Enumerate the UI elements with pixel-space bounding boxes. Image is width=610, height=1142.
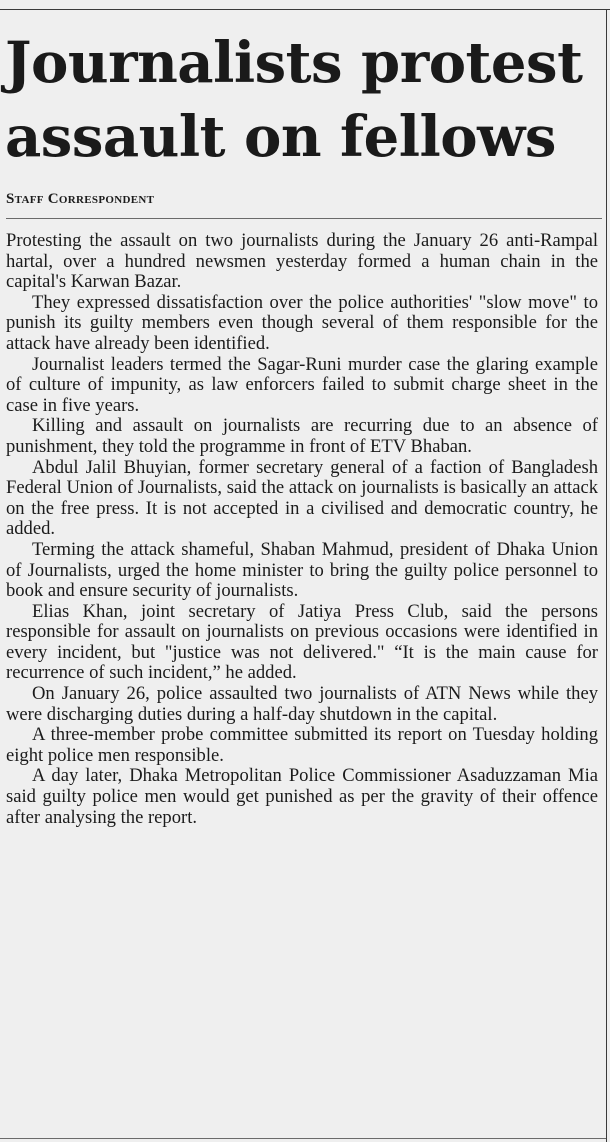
byline: Staff Correspondent: [6, 191, 155, 207]
paragraph-7: Elias Khan, joint secretary of Jatiya Press Club, said the persons responsible for assault on journalists on previous occasions were identified in every incident, but "justice was not delivered." “It is the main cause for recurrence of such incident,” he added.: [6, 600, 598, 684]
paragraph-5: Abdul Jalil Bhuyian, former secretary general of a faction of Bangladesh Federal Union of Journalists, said the attack on journalists is basically an attack on the free press. It is not accepted in a civilised and democratic country, he added.: [6, 456, 598, 540]
paragraph-3: Journalist leaders termed the Sagar-Runi murder case the glaring example of culture of impunity, as law enforcers failed to submit charge sheet in the case in five years.: [6, 353, 598, 416]
headline-line-2: assault on fellows: [5, 104, 556, 170]
paragraph-10: A day later, Dhaka Metropolitan Police Commissioner Asaduzzaman Mia said guilty police men would get punished as per the gravity of their offence after analysing the report.: [6, 765, 598, 828]
top-border-rule: [0, 9, 610, 10]
right-border-rule: [606, 9, 607, 1142]
paragraph-6: Terming the attack shameful, Shaban Mahmud, president of Dhaka Union of Journalists, urged the home minister to bring the guilty police personnel to book and ensure security of journalists.: [6, 538, 598, 602]
headline: [5, 26, 603, 174]
paragraph-9: A three-member probe committee submitted its report on Tuesday holding eight police men responsible.: [6, 724, 598, 766]
bottom-border-rule: [0, 1138, 606, 1139]
paragraph-1: Protesting the assault on two journalists during the January 26 anti-Rampal hartal, over a hundred newsmen yesterday formed a human chain in the capital's Karwan Bazar.: [6, 230, 598, 293]
headline-line-1: Journalists protest: [5, 30, 583, 96]
article-body: [6, 231, 598, 828]
paragraph-4: Killing and assault on journalists are recurring due to an absence of punishment, they told the programme in front of ETV Bhaban.: [6, 415, 598, 457]
paragraph-8: On January 26, police assaulted two journalists of ATN News while they were discharging duties during a half-day shutdown in the capital.: [6, 683, 598, 725]
byline-divider: [6, 218, 602, 219]
paragraph-2: They expressed dissatisfaction over the police authorities' "slow move" to punish its guilty members even though several of them responsible for the attack have already been identified.: [6, 291, 598, 354]
